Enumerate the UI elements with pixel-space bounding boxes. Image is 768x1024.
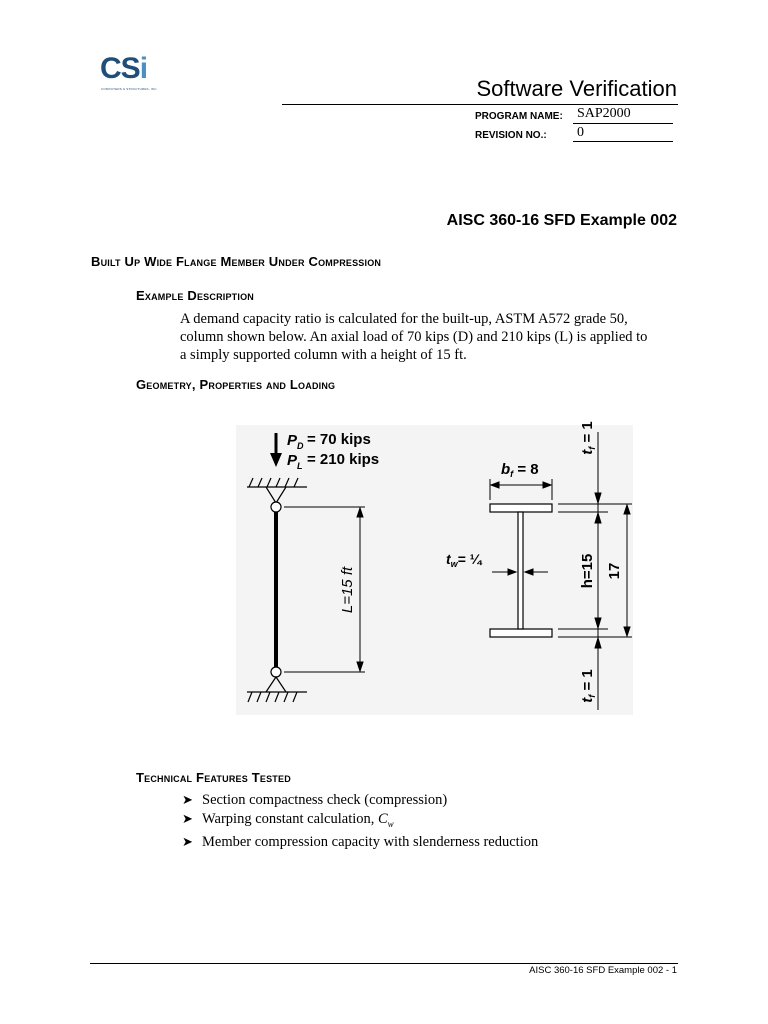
features-heading: Technical Features Tested	[136, 770, 291, 785]
document-title: AISC 360-16 SFD Example 002	[446, 212, 677, 229]
footer-divider	[90, 963, 678, 964]
section-title: Built Up Wide Flange Member Under Compression	[91, 254, 382, 269]
program-name-value: SAP2000	[577, 106, 631, 121]
arrow-bullet-icon: ➤	[182, 833, 193, 849]
bottom-flange-thickness-label: $t_f = 1$	[579, 669, 597, 703]
arrow-bullet-icon: ➤	[182, 810, 193, 826]
load-d-value: = 70 kips	[307, 431, 371, 448]
page-footer: AISC 360-16 SFD Example 002 - 1	[529, 965, 677, 976]
revision-label: REVISION NO.:	[475, 130, 547, 141]
logo-letter-i: i	[139, 52, 148, 85]
geometry-heading: Geometry, Properties and Loading	[136, 377, 336, 392]
arrow-bullet-icon: ➤	[182, 792, 193, 807]
description-heading: Example Description	[136, 288, 254, 303]
load-l-symbol: $P_L$	[287, 452, 303, 471]
list-item: ➤ Section compactness check (compression)	[182, 792, 448, 808]
flange-width-label: $b_f = 8$	[501, 461, 539, 479]
top-flange-thickness-label: $t_f = 1$	[579, 421, 597, 455]
program-name-label: PROGRAM NAME:	[475, 111, 563, 122]
list-item: ➤ Warping constant calculation, $C_w$	[182, 810, 394, 829]
web-height-label: h=15	[579, 553, 596, 589]
description-line: A demand capacity ratio is calculated for the built-up, ASTM A572 grade 50,	[180, 311, 628, 327]
length-label: L=15 ft	[339, 566, 356, 614]
logo-subtitle: COMPUTERS & STRUCTURES, INC.	[101, 87, 158, 91]
description-line: column shown below. An axial load of 70 kips (D) and 210 kips (L) is applied to	[180, 329, 648, 345]
list-item: ➤ Member compression capacity with slenderness reduction	[182, 833, 539, 850]
load-d-symbol: $P_D$	[287, 432, 304, 451]
description-line: a simply supported column with a height of 15 ft.	[180, 347, 467, 363]
header-title: Software Verification	[476, 76, 677, 101]
web-thickness-label: $t_w=$ ¼	[446, 551, 482, 569]
load-l-value: = 210 kips	[307, 451, 380, 468]
features-list	[182, 791, 538, 851]
total-depth-label: 17	[606, 562, 623, 580]
logo-letters: CS	[100, 52, 140, 85]
revision-value: 0	[577, 125, 584, 140]
